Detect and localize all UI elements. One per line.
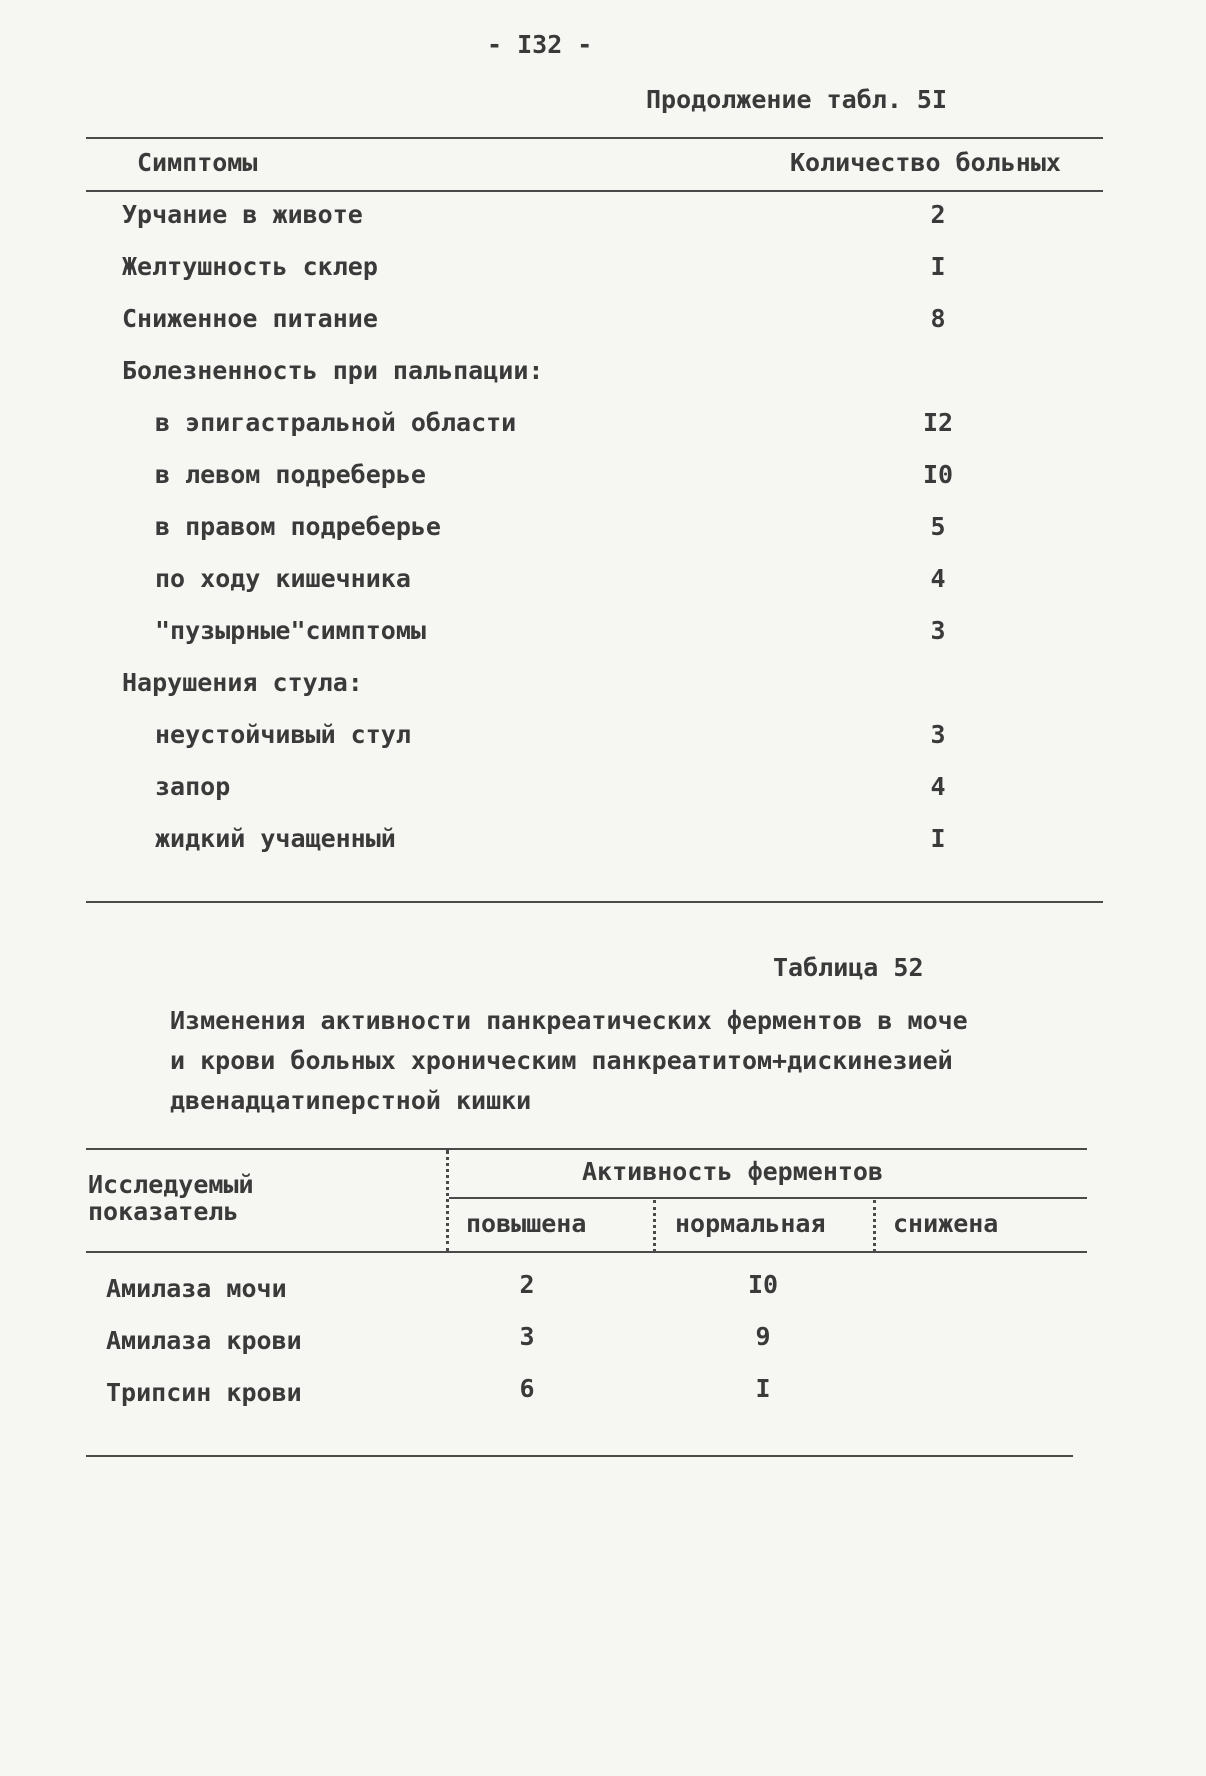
table-row-label: жидкий учащенный (155, 824, 396, 853)
table52-header-indicator-line1: Исследуемый (88, 1170, 254, 1199)
table52-top-rule (86, 1148, 1087, 1150)
table51-header-count: Количество больных (790, 148, 1061, 177)
table52-header-normal: нормальная (675, 1209, 826, 1238)
caption-line: двенадцатиперстной кишки (170, 1086, 532, 1115)
table-row-label: запор (155, 772, 231, 801)
table-row-label: по ходу кишечника (155, 564, 411, 593)
table52-column-divider (653, 1200, 656, 1252)
table-row-increased: 2 (519, 1270, 535, 1299)
table-row-value: 2 (930, 200, 946, 229)
table-row-label: Трипсин крови (106, 1378, 302, 1407)
table-row-label: Болезненность при пальпации: (122, 356, 544, 385)
table52-column-divider (873, 1200, 876, 1252)
table51-header-rule (86, 190, 1103, 192)
table52-header-decreased: снижена (893, 1209, 999, 1238)
table-row-value: 8 (930, 304, 946, 333)
table-row-value: I (930, 252, 946, 281)
table52-header-activity: Активность ферментов (582, 1157, 884, 1186)
table52-bottom-rule (86, 1455, 1073, 1457)
table-row-increased: 3 (519, 1322, 535, 1351)
table-row-label: неустойчивый стул (155, 720, 411, 749)
table-row-normal: I (755, 1374, 771, 1403)
table-row-label: Сниженное питание (122, 304, 378, 333)
table-row-value: 4 (930, 772, 946, 801)
table-row-label: Амилаза крови (106, 1326, 302, 1355)
table51-top-rule (86, 137, 1103, 139)
table-row-value: I0 (922, 460, 954, 489)
table-row-label: в правом подреберье (155, 512, 441, 541)
table-row-label: в эпигастральной области (155, 408, 517, 437)
table-row-label: Урчание в животе (122, 200, 363, 229)
table52-header-increased: повышена (466, 1209, 587, 1238)
table-row-label: в левом подреберье (155, 460, 426, 489)
table-row-value: 4 (930, 564, 946, 593)
table52-header-indicator-line2: показатель (88, 1197, 239, 1226)
page-number: - I32 - (487, 30, 593, 59)
table52-subheader-rule (449, 1197, 1087, 1199)
table-row-label: Нарушения стула: (122, 668, 363, 697)
table-row-label: Желтушность склер (122, 252, 378, 281)
table-row-label: "пузырные"симптомы (155, 616, 426, 645)
table-row-label: Амилаза мочи (106, 1274, 287, 1303)
caption-line: и крови больных хроническим панкреатитом+дискинезией (170, 1046, 953, 1075)
table51-bottom-rule (86, 901, 1103, 903)
table52-label: Таблица 52 (773, 953, 924, 982)
table52-header-rule (86, 1251, 1087, 1253)
table-row-value: 3 (930, 616, 946, 645)
table-row-value: I2 (922, 408, 954, 437)
table-row-normal: I0 (747, 1270, 779, 1299)
table-row-normal: 9 (755, 1322, 771, 1351)
table-row-value: 5 (930, 512, 946, 541)
table51-header-symptoms: Симптомы (137, 148, 258, 177)
table-row-value: I (930, 824, 946, 853)
table-row-value: 3 (930, 720, 946, 749)
table-row-increased: 6 (519, 1374, 535, 1403)
table52-column-divider (446, 1150, 449, 1252)
caption-line: Изменения активности панкреатических ферментов в моче (170, 1006, 968, 1035)
table-continuation-label: Продолжение табл. 5I (646, 85, 948, 114)
